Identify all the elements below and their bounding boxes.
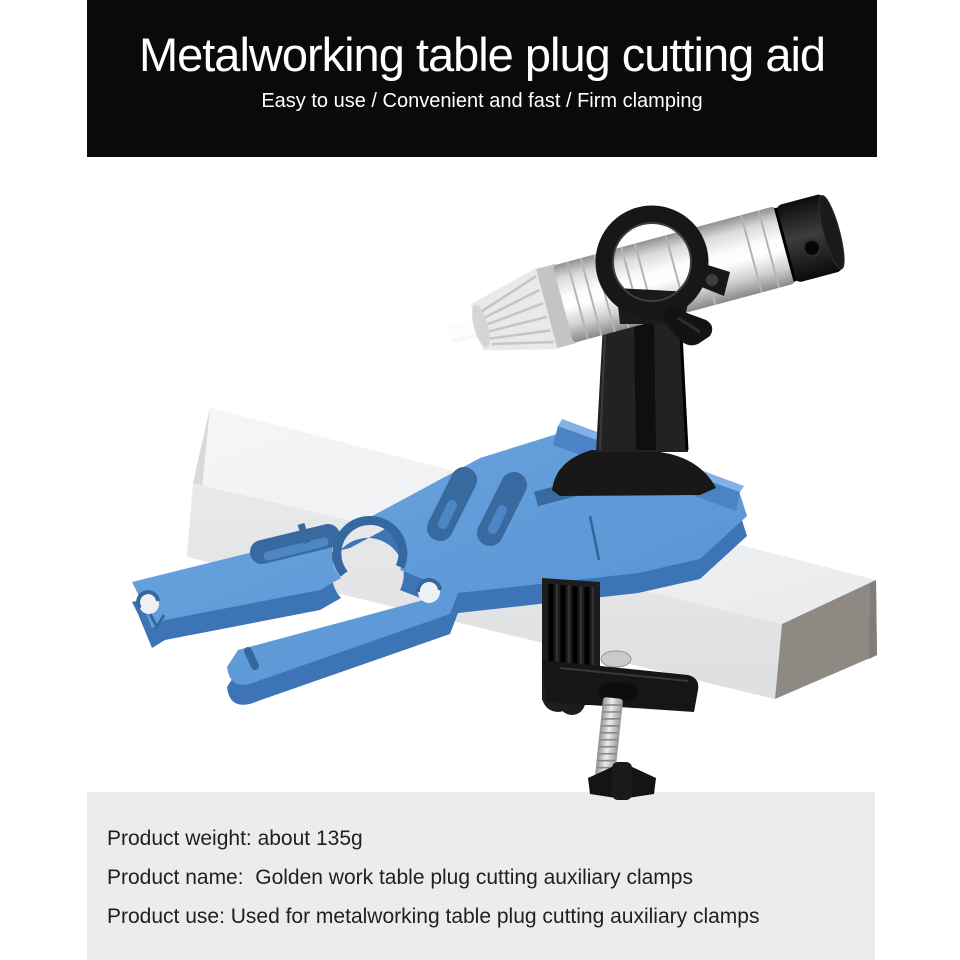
mount-post (552, 306, 716, 496)
jig-pill-slot (440, 480, 464, 528)
clamp-screw (588, 697, 656, 800)
jig-tip-notch (138, 592, 158, 608)
clamp-upright (542, 578, 600, 707)
product-use-line: Product use: Used for metalworking table plug cutting auxiliary clamps (107, 905, 760, 928)
handpiece-body (553, 206, 796, 343)
blue-jig (132, 419, 747, 705)
product-info-panel (87, 792, 875, 960)
jig-seam (590, 516, 599, 560)
table-board (187, 408, 877, 699)
rotary-handpiece (437, 190, 850, 376)
c-clamp (542, 578, 698, 715)
jig-lower-tip-notch (248, 651, 255, 666)
jig-oval-slot (262, 536, 328, 552)
chuck-collar (536, 264, 577, 348)
threaded-rod (593, 697, 623, 795)
post-column (596, 306, 688, 452)
ear-hole (706, 274, 718, 286)
clamp-lever (662, 306, 712, 345)
ring-clamp (604, 214, 700, 310)
set-screw-hole (802, 238, 822, 258)
page-subtitle: Easy to use / Convenient and fast / Firm clamping (261, 90, 703, 113)
bracket-ear (694, 262, 730, 296)
jig-round-hole (337, 521, 403, 574)
clamp-arm (542, 660, 698, 712)
chuck (466, 268, 557, 368)
end-cap (775, 193, 844, 283)
product-weight-line: Product weight: about 135g (107, 827, 363, 850)
ring-bracket (604, 214, 730, 345)
jig-front-notch (418, 580, 440, 592)
jig-pill-slot (490, 485, 514, 533)
drill-tip (446, 318, 482, 344)
product-name-line: Product name: Golden work table plug cutting auxiliary clamps (107, 866, 693, 889)
screw-pad (601, 651, 631, 667)
post-base (552, 450, 716, 496)
jig-fence-front (553, 426, 740, 511)
jig-fence-top (558, 419, 744, 492)
title-banner (87, 0, 877, 157)
screw-boss (598, 682, 638, 702)
jig-channel (536, 489, 574, 499)
page-title: Metalworking table plug cutting aid (138, 28, 826, 81)
